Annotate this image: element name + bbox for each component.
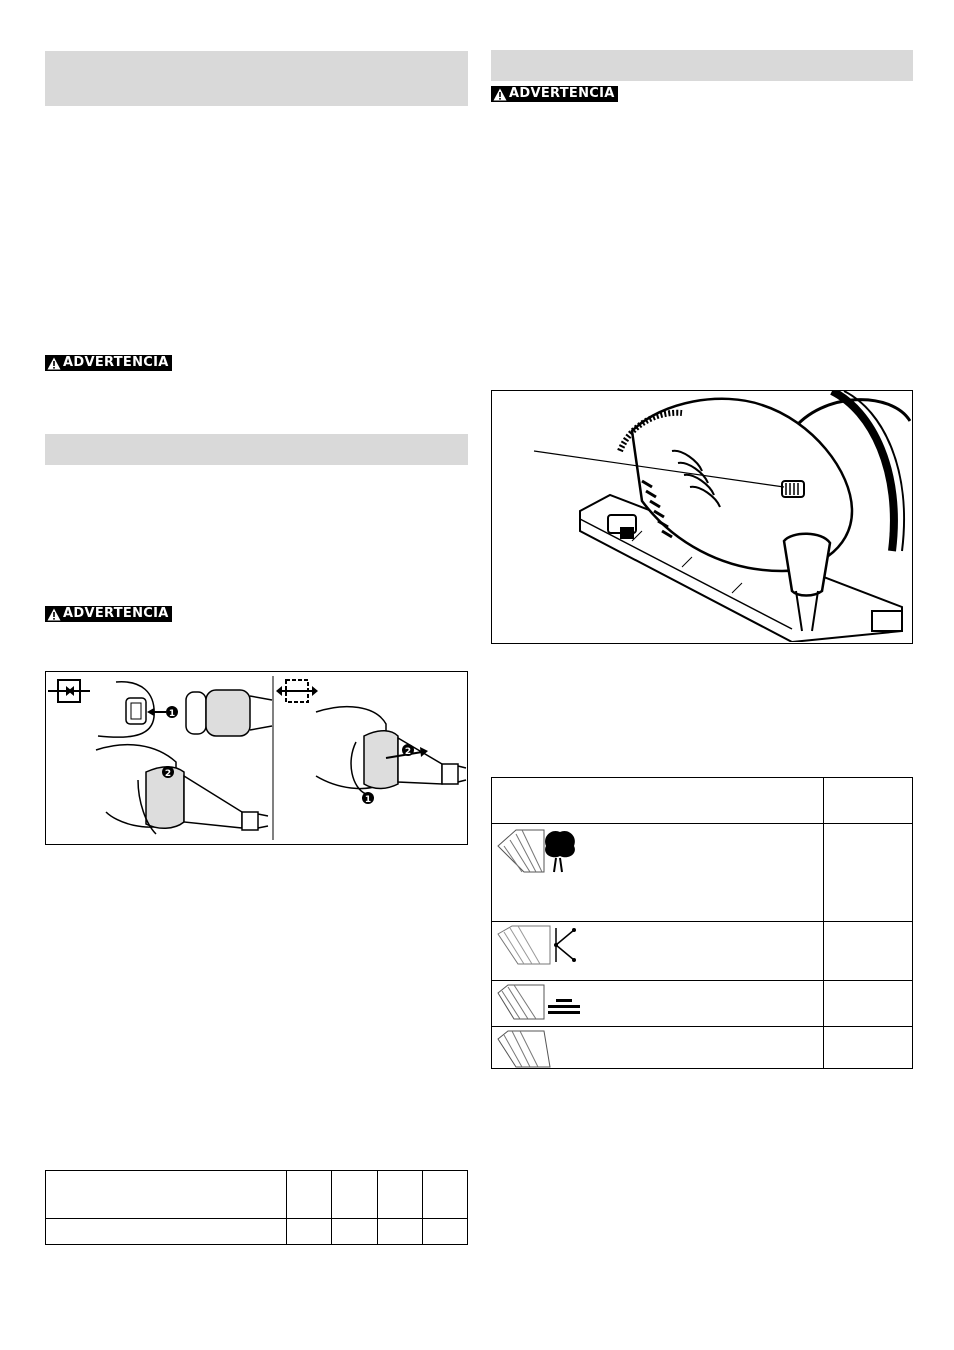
table-row: [492, 1026, 913, 1068]
circular-saw-illustration: [492, 391, 911, 642]
connect-arrows-icon: [48, 680, 90, 702]
warning-triangle-icon: [493, 88, 507, 101]
table-cell: [286, 1171, 331, 1219]
table-cell: [331, 1219, 378, 1245]
warning-badge: [491, 86, 618, 102]
hose-connection-illustration: [46, 672, 467, 844]
svg-text:2: 2: [164, 769, 172, 779]
disconnect-arrows-icon: [276, 680, 318, 702]
plywood-icon: [494, 924, 584, 968]
table-cell: [378, 1219, 423, 1245]
saw-speed-dial-figure: [491, 390, 913, 644]
warning-triangle-icon: [47, 357, 61, 370]
table-cell: [824, 824, 913, 922]
table-cell: [824, 980, 913, 1026]
laminate-icon: [494, 983, 584, 1023]
warning-badge: [45, 606, 172, 622]
hose-connection-figure: [45, 671, 468, 845]
warning-label: ADVERTENCIA: [63, 606, 169, 621]
board-icon: [494, 1029, 564, 1069]
svg-text:1: 1: [364, 795, 372, 805]
table-header-cell: [492, 778, 824, 824]
table-cell: [423, 1219, 468, 1245]
table-cell: [423, 1171, 468, 1219]
table-row: [492, 922, 913, 980]
table-cell: [46, 1219, 287, 1245]
wood-tree-icon: [494, 826, 584, 878]
table-cell: [286, 1219, 331, 1245]
table-cell: [331, 1171, 378, 1219]
table-header-cell: [824, 778, 913, 824]
material-table: [491, 777, 913, 1069]
section-heading-bar: [491, 50, 913, 81]
spec-table: [45, 1170, 468, 1245]
section-heading-bar: [45, 434, 468, 465]
warning-badge: [45, 355, 172, 371]
section-heading-bar: [45, 51, 468, 106]
svg-text:2: 2: [404, 747, 412, 757]
table-cell: [378, 1171, 423, 1219]
warning-triangle-icon: [47, 608, 61, 621]
table-row: [492, 980, 913, 1026]
table-cell: [46, 1171, 287, 1219]
svg-text:1: 1: [168, 709, 176, 719]
warning-label: ADVERTENCIA: [509, 86, 615, 101]
table-cell: [824, 1026, 913, 1068]
table-row: [492, 824, 913, 922]
table-cell: [824, 922, 913, 980]
warning-label: ADVERTENCIA: [63, 355, 169, 370]
